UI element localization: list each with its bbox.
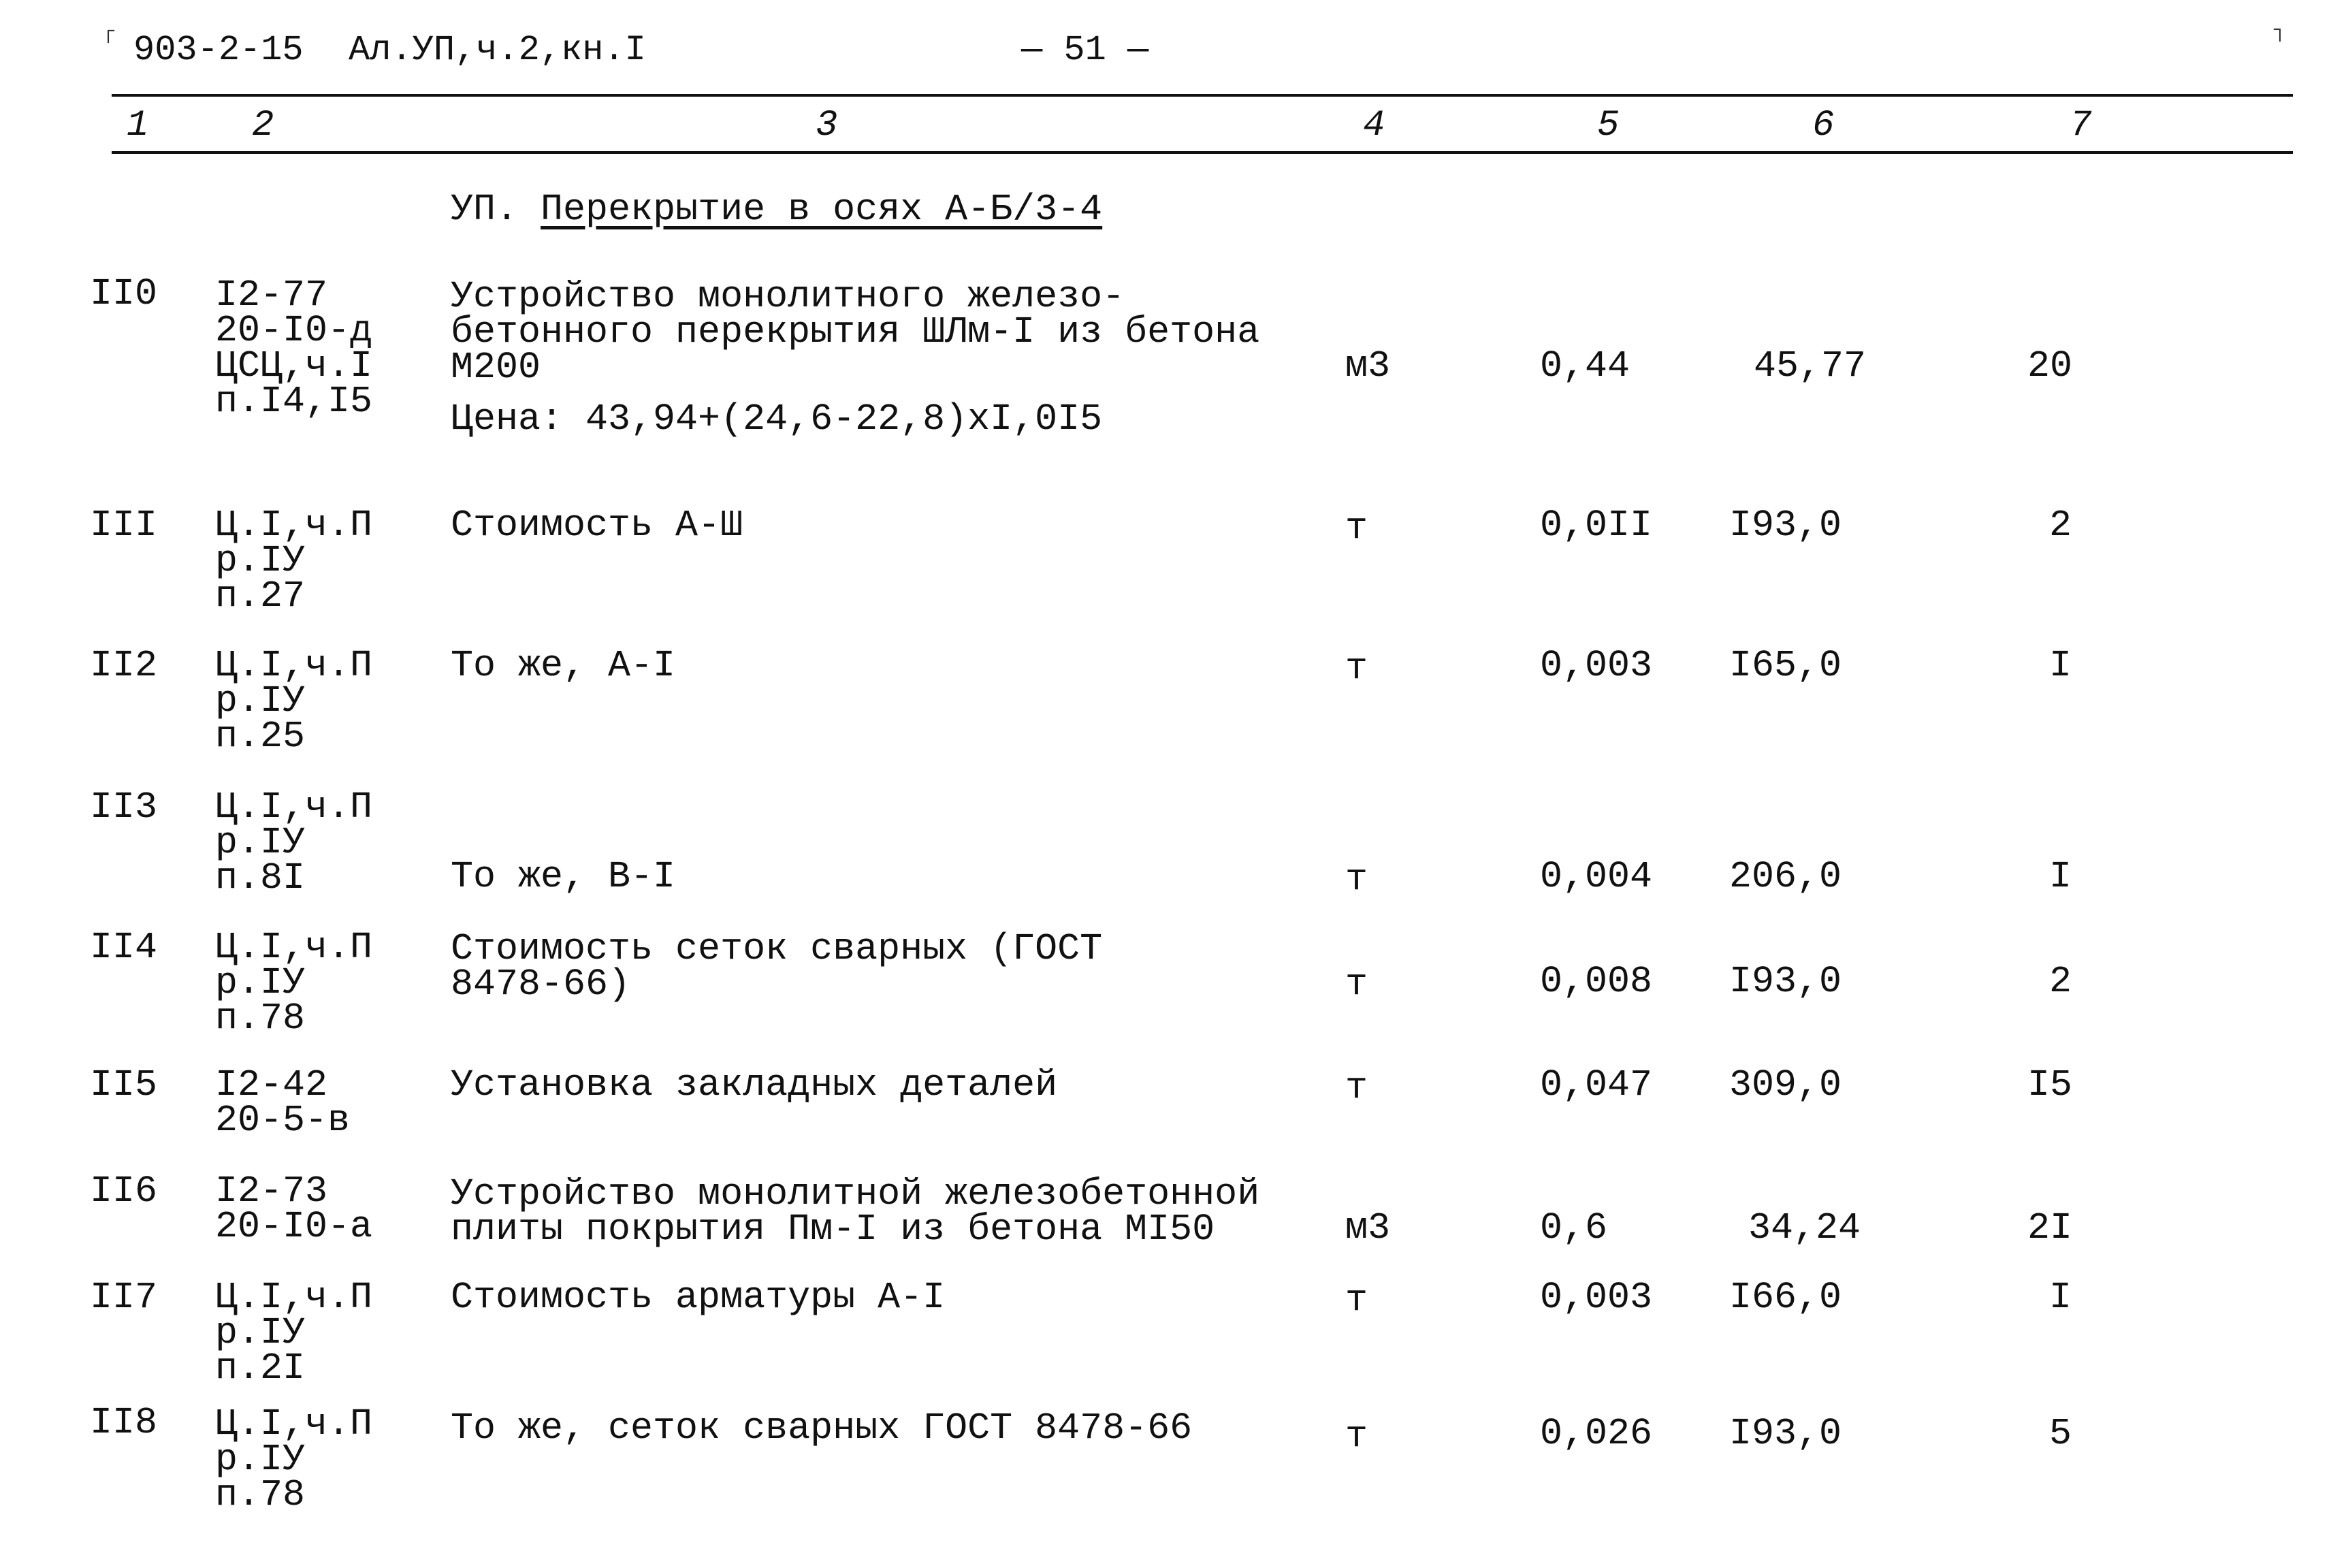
- row-unit: м3: [1345, 1206, 1391, 1249]
- row-description: [451, 275, 1260, 389]
- row-total: 2: [2049, 504, 2072, 547]
- code-line: Ц.I,ч.П: [215, 786, 373, 829]
- description-line: Устройство монолитной железобетонной: [451, 1172, 1260, 1215]
- code-line: ЦСЦ,ч.I: [215, 345, 373, 387]
- code-line: Ц.I,ч.П: [215, 504, 373, 547]
- row-quantity: 0,047: [1540, 1063, 1653, 1106]
- description-line: 8478-66): [451, 963, 631, 1006]
- row-quantity: 0,026: [1540, 1412, 1653, 1455]
- row-number: II5: [90, 1063, 158, 1106]
- row-total: I: [2049, 644, 2072, 687]
- description-line: Установка закладных деталей: [451, 1063, 1058, 1106]
- row-code: [215, 786, 373, 899]
- code-line: Ц.I,ч.П: [215, 926, 373, 969]
- row-quantity: 0,003: [1540, 644, 1653, 687]
- row-code: [215, 1063, 351, 1142]
- row-unit-price: I93,0: [1729, 1412, 1842, 1455]
- row-code: [215, 1403, 373, 1516]
- row-number: II6: [90, 1170, 158, 1213]
- description-line: бетонного перекрытия ШЛм-I из бетона: [451, 310, 1260, 353]
- column-number-5: 5: [1597, 105, 1620, 146]
- row-number: II7: [90, 1276, 158, 1319]
- code-line: Ц.I,ч.П: [215, 1403, 373, 1445]
- section-title: [451, 188, 1103, 231]
- description-line: То же, сеток сварных ГОСТ 8478-66: [451, 1407, 1193, 1450]
- column-number-7: 7: [2070, 105, 2092, 146]
- code-line: п.27: [215, 575, 306, 618]
- code-line: Ц.I,ч.П: [215, 1276, 373, 1319]
- row-code: [215, 504, 373, 618]
- row-total: 5: [2049, 1412, 2072, 1455]
- row-code: [215, 1170, 373, 1248]
- price-formula: Цена: 43,94+(24,6-22,8)хI,0I5: [451, 398, 1103, 441]
- description-line: То же, В-I: [451, 855, 676, 898]
- corner-mark-top-right: ┐: [2274, 19, 2287, 42]
- row-number: II2: [90, 644, 158, 687]
- description-line: Стоимость сеток сварных (ГОСТ: [451, 927, 1103, 970]
- column-number-2: 2: [252, 105, 274, 146]
- row-unit-price: I66,0: [1729, 1276, 1842, 1319]
- page-number: — 51 —: [1021, 30, 1149, 70]
- row-total: 2: [2049, 960, 2072, 1003]
- row-number: II4: [90, 926, 158, 969]
- row-unit: т: [1345, 858, 1368, 901]
- code-line: I2-42: [215, 1063, 328, 1106]
- row-description: [451, 1063, 1058, 1106]
- code-line: Ц.I,ч.П: [215, 644, 373, 687]
- code-line: I2-73: [215, 1170, 328, 1213]
- code-line: р.IУ: [215, 961, 306, 1004]
- row-unit-price: I93,0: [1729, 960, 1842, 1003]
- description-line: М200: [451, 346, 541, 389]
- row-quantity: 0,6: [1540, 1206, 1608, 1249]
- code-line: 20-5-в: [215, 1099, 351, 1142]
- row-unit-price: 309,0: [1729, 1063, 1842, 1106]
- header-rule-top: [112, 94, 2293, 97]
- row-unit-price: 34,24: [1748, 1206, 1861, 1249]
- row-unit: м3: [1345, 345, 1391, 387]
- code-line: 20-I0-а: [215, 1205, 373, 1248]
- row-quantity: 0,004: [1540, 855, 1653, 898]
- row-total: I5: [2027, 1063, 2073, 1106]
- code-line: I2-77: [215, 274, 328, 317]
- row-quantity: 0,0II: [1540, 504, 1653, 547]
- column-number-3: 3: [816, 105, 838, 146]
- code-line: п.8I: [215, 857, 306, 899]
- code-line: р.IУ: [215, 539, 306, 582]
- row-code: [215, 644, 373, 758]
- row-number: II3: [90, 786, 158, 829]
- row-number: II0: [90, 272, 158, 315]
- column-number-4: 4: [1363, 105, 1385, 146]
- album-reference: Ал.УП,ч.2,кн.I: [349, 30, 646, 70]
- row-unit: т: [1345, 963, 1368, 1006]
- code-line: р.IУ: [215, 1311, 306, 1354]
- row-description: [451, 644, 676, 687]
- code-line: п.78: [215, 1473, 306, 1516]
- code-line: р.IУ: [215, 679, 306, 722]
- row-unit-price: I93,0: [1729, 504, 1842, 547]
- code-line: п.25: [215, 715, 306, 758]
- row-unit-price: 206,0: [1729, 855, 1842, 898]
- doc-code: 903-2-15: [133, 30, 304, 70]
- section-name: Перекрытие в осях А-Б/3-4: [541, 188, 1103, 231]
- code-line: 20-I0-д: [215, 309, 373, 352]
- row-unit: т: [1345, 647, 1368, 690]
- column-number-6: 6: [1812, 105, 1835, 146]
- header-rule-bottom: [112, 151, 2293, 154]
- row-description: [451, 927, 1103, 1006]
- description-line: Стоимость А-Ш: [451, 504, 743, 547]
- row-total: I: [2049, 855, 2072, 898]
- row-code: [215, 926, 373, 1040]
- row-description: [451, 504, 743, 547]
- code-line: п.78: [215, 997, 306, 1040]
- description-line: Стоимость арматуры А-I: [451, 1276, 946, 1319]
- row-quantity: 0,003: [1540, 1276, 1653, 1319]
- row-total: 2I: [2027, 1206, 2073, 1249]
- row-unit-price: I65,0: [1729, 644, 1842, 687]
- column-number-1: 1: [127, 105, 149, 146]
- corner-mark-top-left: ┌: [102, 20, 115, 44]
- row-description: [451, 1407, 1193, 1450]
- description-line: Устройство монолитного железо-: [451, 275, 1125, 318]
- row-number: II8: [90, 1401, 158, 1444]
- section-number: УП.: [451, 188, 519, 231]
- row-quantity: 0,44: [1540, 345, 1630, 387]
- code-line: п.I4,I5: [215, 380, 373, 423]
- row-unit: т: [1345, 1279, 1368, 1322]
- row-code: [215, 1276, 373, 1390]
- row-unit-price: 45,77: [1754, 345, 1867, 387]
- row-quantity: 0,008: [1540, 960, 1653, 1003]
- description-line: То же, А-I: [451, 644, 676, 687]
- row-total: I: [2049, 1276, 2072, 1319]
- row-code: [215, 274, 373, 423]
- row-number: III: [90, 504, 158, 547]
- row-unit: т: [1345, 507, 1368, 549]
- code-line: п.2I: [215, 1347, 306, 1390]
- row-description: [451, 1172, 1260, 1251]
- row-description: [451, 1276, 946, 1319]
- code-line: р.IУ: [215, 821, 306, 864]
- row-total: 20: [2027, 345, 2073, 387]
- code-line: р.IУ: [215, 1438, 306, 1481]
- row-unit: т: [1345, 1066, 1368, 1109]
- description-line: плиты покрытия Пм-I из бетона МI50: [451, 1208, 1215, 1251]
- row-description: [451, 855, 676, 898]
- row-unit: т: [1345, 1415, 1368, 1458]
